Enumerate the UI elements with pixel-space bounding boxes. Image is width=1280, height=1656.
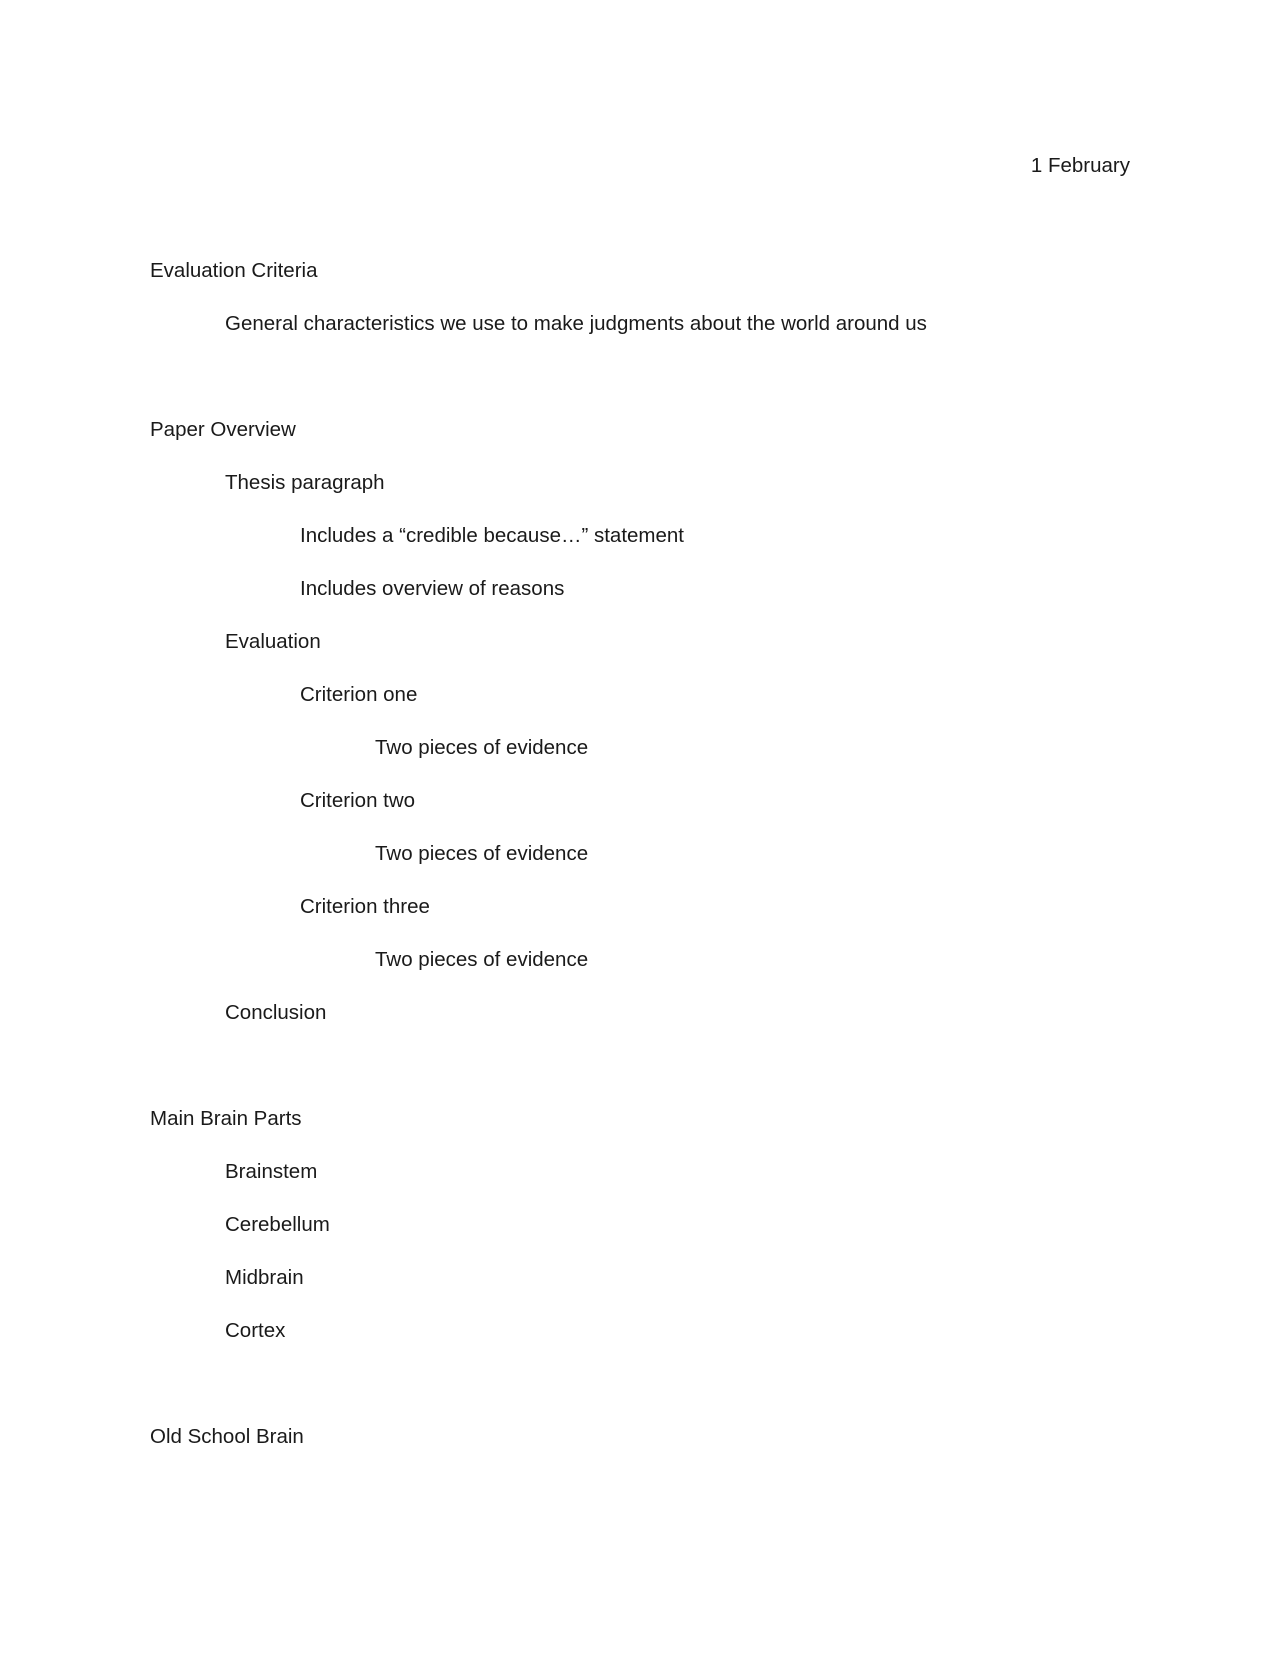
heading-old-school-brain: Old School Brain xyxy=(150,1425,304,1448)
outline-criterion-two: Criterion two xyxy=(300,789,416,812)
heading-paper-overview: Paper Overview xyxy=(150,418,296,441)
outline-criterion-three: Criterion three xyxy=(300,895,430,918)
heading-evaluation-criteria: Evaluation Criteria xyxy=(150,259,318,282)
brain-part-item: Cortex xyxy=(225,1319,286,1342)
outline-thesis-paragraph: Thesis paragraph xyxy=(225,471,385,494)
brain-part-item: Cerebellum xyxy=(225,1213,330,1236)
outline-criterion-two-evidence: Two pieces of evidence xyxy=(375,842,589,865)
brain-part-item: Midbrain xyxy=(225,1266,304,1289)
heading-main-brain-parts: Main Brain Parts xyxy=(150,1107,302,1130)
outline-conclusion: Conclusion xyxy=(225,1001,327,1024)
outline-criterion-one: Criterion one xyxy=(300,683,418,706)
outline-criterion-three-evidence: Two pieces of evidence xyxy=(375,948,589,971)
outline-criterion-one-evidence: Two pieces of evidence xyxy=(375,736,589,759)
outline-thesis-item-overview: Includes overview of reasons xyxy=(300,577,565,600)
evaluation-criteria-definition: General characteristics we use to make judgments about the world around us xyxy=(225,312,927,335)
brain-part-item: Brainstem xyxy=(225,1160,318,1183)
document-date: 1 February xyxy=(1030,154,1130,177)
outline-evaluation: Evaluation xyxy=(225,630,321,653)
outline-thesis-item-credible: Includes a “credible because…” statement xyxy=(300,524,685,547)
